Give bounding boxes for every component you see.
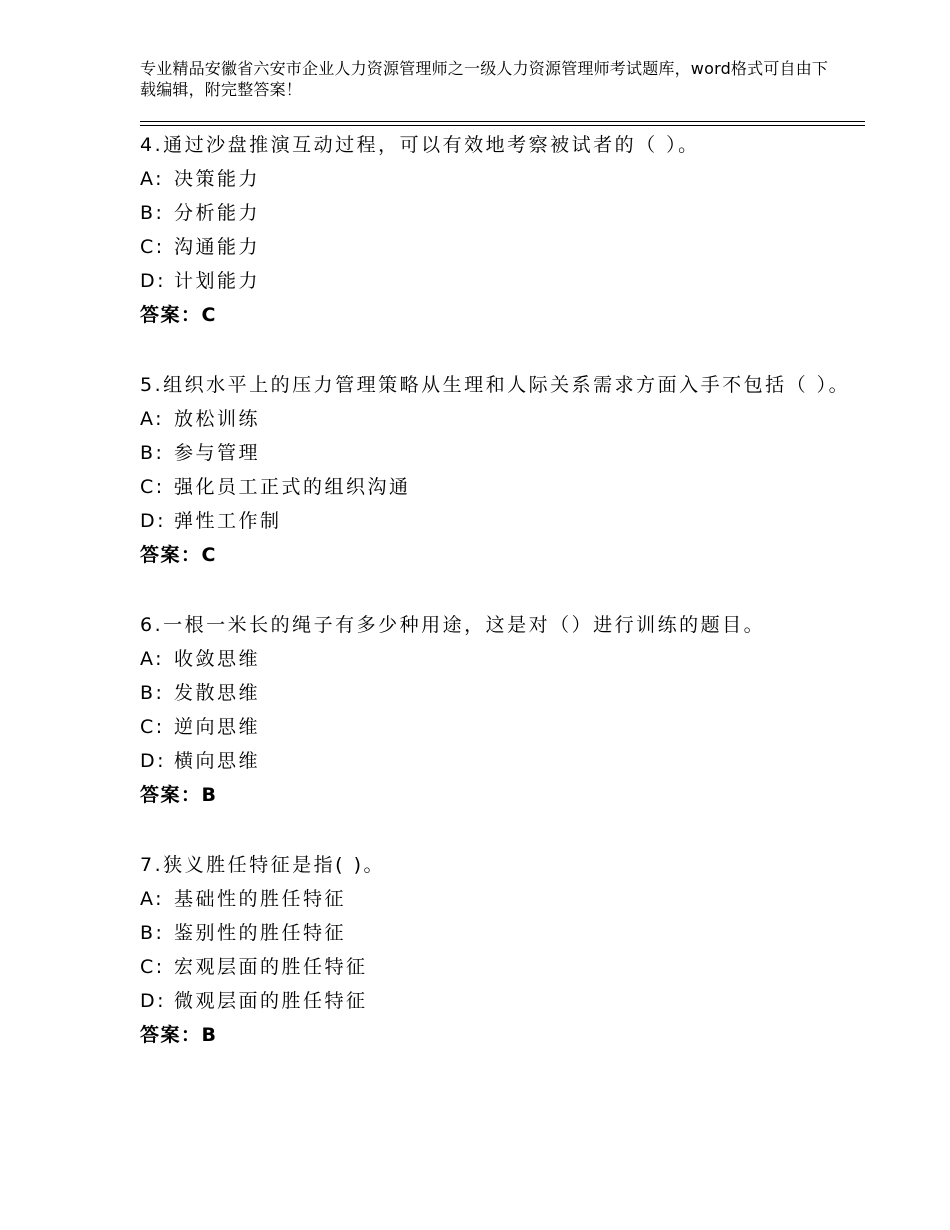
question-list	[140, 128, 860, 1052]
option-text: 基础性的胜任特征	[174, 888, 347, 910]
option-c	[140, 230, 860, 264]
option-text: 放松训练	[174, 408, 261, 430]
option-label: C:	[140, 716, 165, 738]
option-label: A:	[140, 648, 165, 670]
option-text: 计划能力	[174, 270, 261, 292]
answer-line: 答案：B	[140, 1024, 218, 1046]
option-label: B:	[140, 442, 165, 464]
option-d	[140, 744, 860, 778]
option-text: 微观层面的胜任特征	[174, 990, 368, 1012]
option-d	[140, 264, 860, 298]
header-divider-bottom	[140, 125, 865, 126]
question-stem: 4.通过沙盘推演互动过程，可以有效地考察被试者的（ ）。	[140, 134, 700, 156]
option-c	[140, 950, 860, 984]
option-text: 宏观层面的胜任特征	[174, 956, 368, 978]
option-label: D:	[140, 270, 167, 292]
option-label: D:	[140, 510, 167, 532]
option-label: A:	[140, 888, 165, 910]
option-text: 弹性工作制	[174, 510, 282, 532]
spacer	[140, 572, 860, 608]
option-label: B:	[140, 202, 165, 224]
option-text: 发散思维	[174, 682, 261, 704]
option-label: D:	[140, 750, 167, 772]
option-label: B:	[140, 682, 165, 704]
option-c	[140, 470, 860, 504]
option-d	[140, 504, 860, 538]
option-b	[140, 916, 860, 950]
option-a	[140, 402, 860, 436]
option-label: C:	[140, 476, 165, 498]
option-text: 横向思维	[174, 750, 261, 772]
option-d	[140, 984, 860, 1018]
question-stem: 7.狭义胜任特征是指( )。	[140, 854, 385, 876]
option-label: A:	[140, 408, 165, 430]
option-a	[140, 162, 860, 196]
answer-line: 答案：C	[140, 304, 217, 326]
option-label: B:	[140, 922, 165, 944]
answer-line: 答案：C	[140, 544, 217, 566]
option-label: C:	[140, 956, 165, 978]
option-text: 逆向思维	[174, 716, 261, 738]
option-a	[140, 642, 860, 676]
option-text: 参与管理	[174, 442, 261, 464]
question-7	[140, 848, 860, 1052]
option-text: 强化员工正式的组织沟通	[174, 476, 411, 498]
question-5	[140, 368, 860, 572]
option-text: 分析能力	[174, 202, 261, 224]
question-6	[140, 608, 860, 812]
option-b	[140, 436, 860, 470]
question-stem: 5.组织水平上的压力管理策略从生理和人际关系需求方面入手不包括（ ）。	[140, 374, 851, 396]
option-label: C:	[140, 236, 165, 258]
option-label: D:	[140, 990, 167, 1012]
header-divider-top	[140, 121, 865, 122]
option-label: A:	[140, 168, 165, 190]
spacer	[140, 332, 860, 368]
option-text: 收敛思维	[174, 648, 261, 670]
document-header: 专业精品安徽省六安市企业人力资源管理师之一级人力资源管理师考试题库，word格式可自由下载编辑，附完整答案！	[140, 59, 829, 99]
option-a	[140, 882, 860, 916]
option-b	[140, 676, 860, 710]
answer-line: 答案：B	[140, 784, 218, 806]
question-stem: 6.一根一米长的绳子有多少种用途，这是对（）进行训练的题目。	[140, 614, 766, 636]
spacer	[140, 812, 860, 848]
question-4	[140, 128, 860, 332]
option-text: 鉴别性的胜任特征	[174, 922, 347, 944]
option-text: 沟通能力	[174, 236, 261, 258]
option-b	[140, 196, 860, 230]
option-text: 决策能力	[174, 168, 261, 190]
option-c	[140, 710, 860, 744]
